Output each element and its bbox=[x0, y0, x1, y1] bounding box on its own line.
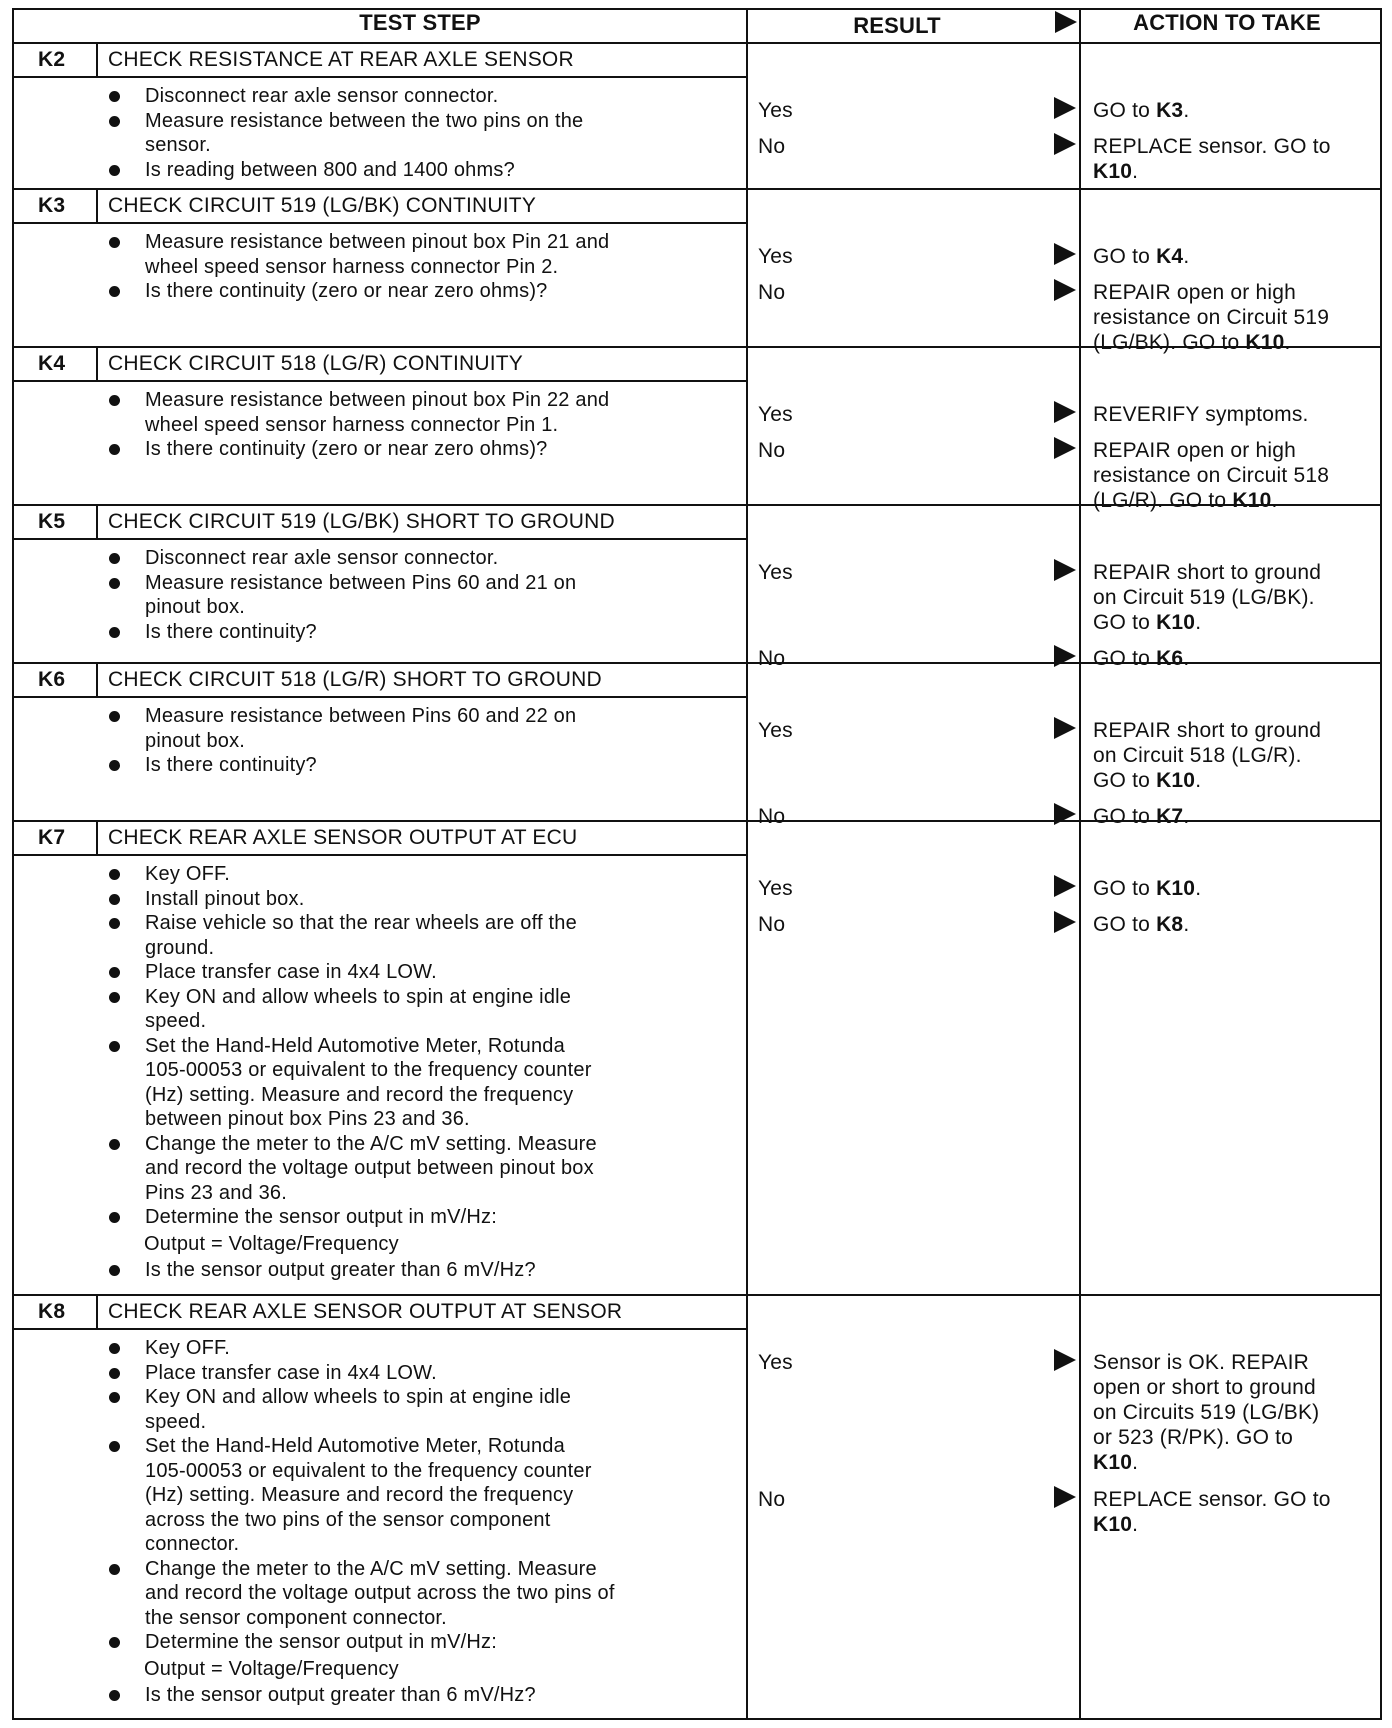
step-title: CHECK RESISTANCE AT REAR AXLE SENSOR bbox=[108, 48, 574, 71]
bullet-line: Key OFF. bbox=[145, 1337, 230, 1359]
action-line bbox=[1093, 1487, 1331, 1512]
bullet-icon bbox=[109, 116, 120, 127]
action-text: on Circuits 519 (LG/BK) bbox=[1093, 1401, 1320, 1424]
bullet-icon bbox=[109, 760, 120, 771]
bullet-icon bbox=[109, 1392, 120, 1403]
row-bottom-border bbox=[12, 188, 1380, 190]
action-line bbox=[1093, 402, 1309, 427]
result-no: No bbox=[758, 647, 786, 670]
step-id-divider bbox=[96, 188, 98, 224]
step-title-underline bbox=[12, 854, 746, 856]
bullet-line: Measure resistance between Pins 60 and 21 on bbox=[145, 571, 577, 594]
bullet-line: Key ON and allow wheels to spin at engine idle bbox=[145, 985, 572, 1008]
result-no: No bbox=[758, 913, 786, 936]
action-line bbox=[1093, 488, 1278, 513]
action-line bbox=[1093, 1425, 1293, 1450]
result-no: No bbox=[758, 135, 786, 158]
bullet-line: (Hz) setting. Measure and record the frequency bbox=[145, 1484, 574, 1506]
action-text: . bbox=[1183, 647, 1190, 670]
bullet-line: Is there continuity? bbox=[145, 620, 317, 643]
bullet-icon bbox=[109, 1564, 120, 1575]
result-yes: Yes bbox=[758, 1351, 793, 1374]
bullet-line: Is there continuity (zero or near zero ohms)? bbox=[145, 438, 548, 460]
bullet-icon bbox=[109, 1637, 120, 1648]
bullet-line: Place transfer case in 4x4 LOW. bbox=[145, 1361, 437, 1384]
bullet-line: Place transfer case in 4x4 LOW. bbox=[145, 961, 437, 983]
header-result: RESULT bbox=[853, 13, 941, 38]
table-top-border bbox=[12, 8, 1380, 10]
bullet-line: connector. bbox=[145, 1533, 240, 1555]
action-text: GO to bbox=[1093, 769, 1157, 792]
action-text: resistance on Circuit 518 bbox=[1093, 464, 1330, 487]
arrow-right-icon bbox=[1054, 243, 1076, 265]
action-line bbox=[1093, 463, 1329, 488]
step-title-underline bbox=[12, 222, 746, 224]
bullet-line: the sensor component connector. bbox=[145, 1606, 447, 1629]
step-reference: K4 bbox=[1156, 245, 1184, 268]
result-no: No bbox=[758, 281, 786, 304]
action-text: . bbox=[1132, 160, 1139, 183]
arrow-right-icon bbox=[1054, 401, 1076, 423]
bullet-line: Determine the sensor output in mV/Hz: bbox=[145, 1206, 497, 1228]
action-text: GO to bbox=[1093, 913, 1157, 936]
action-text: REPAIR open or high bbox=[1093, 281, 1297, 304]
bullet-icon bbox=[109, 1690, 120, 1701]
bullet-icon bbox=[109, 553, 120, 564]
bullet-icon bbox=[109, 165, 120, 176]
action-text: . bbox=[1132, 1513, 1139, 1536]
row-bottom-border bbox=[12, 1294, 1380, 1296]
arrow-right-icon bbox=[1054, 1349, 1076, 1371]
bullet-line: Measure resistance between Pins 60 and 22 on bbox=[145, 705, 577, 727]
action-text: Sensor is OK. REPAIR bbox=[1093, 1351, 1310, 1374]
bullet-line: speed. bbox=[145, 1410, 207, 1433]
arrow-right-icon bbox=[1054, 133, 1076, 155]
bullet-line: Is reading between 800 and 1400 ohms? bbox=[145, 158, 515, 181]
action-text: GO to bbox=[1093, 99, 1157, 122]
action-text: open or short to ground bbox=[1093, 1376, 1316, 1399]
arrow-right-icon bbox=[1054, 717, 1076, 739]
bullet-line: Determine the sensor output in mV/Hz: bbox=[145, 1631, 497, 1653]
bullet-line: (Hz) setting. Measure and record the frequency bbox=[145, 1083, 574, 1106]
action-text: . bbox=[1183, 245, 1190, 268]
step-id-divider bbox=[96, 42, 98, 78]
action-line bbox=[1093, 244, 1189, 269]
action-line bbox=[1093, 560, 1321, 585]
header-arrow-icon bbox=[1055, 11, 1077, 33]
bullet-line: wheel speed sensor harness connector Pin 2. bbox=[145, 255, 559, 278]
bullet-line: and record the voltage output between pinout box bbox=[145, 1157, 594, 1179]
result-no: No bbox=[758, 805, 786, 828]
action-text: or 523 (R/PK). GO to bbox=[1093, 1426, 1294, 1449]
step-id: K6 bbox=[38, 668, 66, 691]
arrow-right-icon bbox=[1054, 911, 1076, 933]
action-line bbox=[1093, 280, 1296, 305]
bullet-line: Disconnect rear axle sensor connector. bbox=[145, 547, 499, 569]
step-id-divider bbox=[96, 1294, 98, 1330]
bullet-line: Set the Hand-Held Automotive Meter, Rotunda bbox=[145, 1034, 565, 1057]
action-line bbox=[1093, 912, 1189, 937]
action-line bbox=[1093, 718, 1321, 743]
arrow-right-icon bbox=[1054, 645, 1076, 667]
step-id: K8 bbox=[38, 1300, 66, 1323]
action-text: . bbox=[1183, 99, 1190, 122]
step-id: K3 bbox=[38, 194, 66, 217]
action-line bbox=[1093, 159, 1138, 184]
step-reference: K10 bbox=[1232, 489, 1272, 512]
bullet-line: across the two pins of the sensor component bbox=[145, 1508, 551, 1531]
bullet-icon bbox=[109, 627, 120, 638]
action-text: REPAIR short to ground bbox=[1093, 719, 1322, 742]
result-yes: Yes bbox=[758, 403, 793, 426]
arrow-right-icon bbox=[1054, 803, 1076, 825]
step-reference: K10 bbox=[1093, 1451, 1133, 1474]
bullet-line: pinout box. bbox=[145, 729, 246, 752]
bullet-icon bbox=[109, 578, 120, 589]
bullet-line: Change the meter to the A/C mV setting. Measure bbox=[145, 1557, 597, 1580]
action-text: . bbox=[1183, 805, 1190, 828]
action-line bbox=[1093, 98, 1189, 123]
step-id-divider bbox=[96, 662, 98, 698]
action-text: GO to bbox=[1093, 647, 1157, 670]
formula-text: Output = Voltage/Frequency bbox=[144, 1232, 399, 1255]
bullet-icon bbox=[109, 1139, 120, 1150]
bullet-line: Is the sensor output greater than 6 mV/Hz? bbox=[145, 1259, 536, 1281]
action-text: (LG/BK). GO to bbox=[1093, 331, 1246, 354]
bullet-line: Is there continuity? bbox=[145, 754, 317, 776]
arrow-right-icon bbox=[1054, 875, 1076, 897]
step-title-underline bbox=[12, 538, 746, 540]
action-line bbox=[1093, 1512, 1138, 1537]
table-right-border bbox=[1380, 8, 1382, 1720]
step-title-underline bbox=[12, 76, 746, 78]
step-id-divider bbox=[96, 346, 98, 382]
bullet-line: Install pinout box. bbox=[145, 887, 305, 910]
action-line bbox=[1093, 1350, 1309, 1375]
step-reference: K3 bbox=[1156, 99, 1184, 122]
bullet-icon bbox=[109, 1212, 120, 1223]
bullet-line: pinout box. bbox=[145, 596, 246, 618]
action-line bbox=[1093, 1450, 1138, 1475]
step-title: CHECK CIRCUIT 519 (LG/BK) CONTINUITY bbox=[108, 194, 537, 217]
bullet-icon bbox=[109, 1441, 120, 1452]
bullet-icon bbox=[109, 395, 120, 406]
action-text: REPLACE sensor. GO to bbox=[1093, 135, 1331, 158]
action-text: REPLACE sensor. GO to bbox=[1093, 1488, 1331, 1511]
bullet-icon bbox=[109, 444, 120, 455]
step-reference: K10 bbox=[1093, 160, 1133, 183]
bullet-line: Raise vehicle so that the rear wheels are off the bbox=[145, 912, 577, 934]
bullet-line: Change the meter to the A/C mV setting. Measure bbox=[145, 1132, 597, 1155]
step-id: K2 bbox=[38, 48, 66, 71]
bullet-line: speed. bbox=[145, 1010, 207, 1032]
result-yes: Yes bbox=[758, 877, 793, 900]
bullet-icon bbox=[109, 711, 120, 722]
step-reference: K10 bbox=[1093, 1513, 1133, 1536]
header-action: ACTION TO TAKE bbox=[1133, 10, 1321, 35]
step-reference: K7 bbox=[1156, 805, 1184, 828]
step-reference: K10 bbox=[1156, 769, 1196, 792]
header-test-step: TEST STEP bbox=[359, 10, 481, 35]
action-text: GO to bbox=[1093, 805, 1157, 828]
bullet-icon bbox=[109, 1343, 120, 1354]
bullet-line: 105-00053 or equivalent to the frequency counter bbox=[145, 1059, 592, 1081]
action-text: . bbox=[1195, 611, 1202, 634]
action-line bbox=[1093, 646, 1189, 671]
bullet-icon bbox=[109, 237, 120, 248]
bullet-line: Key OFF. bbox=[145, 863, 230, 885]
step-id: K5 bbox=[38, 510, 66, 533]
step-title-underline bbox=[12, 380, 746, 382]
action-text: . bbox=[1195, 877, 1202, 900]
step-title: CHECK CIRCUIT 519 (LG/BK) SHORT TO GROUND bbox=[108, 510, 615, 533]
action-line bbox=[1093, 330, 1291, 355]
bullet-line: sensor. bbox=[145, 134, 211, 156]
action-text: on Circuit 519 (LG/BK). bbox=[1093, 586, 1315, 609]
step-reference: K8 bbox=[1156, 913, 1184, 936]
step-reference: K10 bbox=[1156, 611, 1196, 634]
action-line bbox=[1093, 585, 1315, 610]
action-line bbox=[1093, 876, 1201, 901]
bullet-icon bbox=[109, 1368, 120, 1379]
bullet-icon bbox=[109, 286, 120, 297]
action-text: GO to bbox=[1093, 611, 1157, 634]
action-column-border bbox=[1079, 8, 1081, 1720]
bullet-line: Key ON and allow wheels to spin at engine idle bbox=[145, 1386, 572, 1408]
bullet-line: Measure resistance between the two pins on the bbox=[145, 109, 584, 132]
bullet-icon bbox=[109, 1041, 120, 1052]
action-line bbox=[1093, 1400, 1319, 1425]
step-id: K4 bbox=[38, 352, 66, 375]
step-title: CHECK REAR AXLE SENSOR OUTPUT AT SENSOR bbox=[108, 1300, 623, 1323]
action-text: . bbox=[1183, 913, 1190, 936]
bullet-icon bbox=[109, 967, 120, 978]
action-text: . bbox=[1195, 769, 1202, 792]
arrow-right-icon bbox=[1054, 279, 1076, 301]
header-bottom-border bbox=[12, 42, 1380, 44]
action-text: (LG/R). GO to bbox=[1093, 489, 1233, 512]
step-title: CHECK CIRCUIT 518 (LG/R) CONTINUITY bbox=[108, 352, 523, 375]
arrow-right-icon bbox=[1054, 437, 1076, 459]
bullet-line: ground. bbox=[145, 936, 215, 959]
action-text: on Circuit 518 (LG/R). bbox=[1093, 744, 1302, 767]
bullet-icon bbox=[109, 894, 120, 905]
table-left-border bbox=[12, 8, 14, 1720]
action-line bbox=[1093, 438, 1296, 463]
action-text: REPAIR short to ground bbox=[1093, 561, 1322, 584]
result-yes: Yes bbox=[758, 99, 793, 122]
step-id-divider bbox=[96, 820, 98, 856]
bullet-icon bbox=[109, 918, 120, 929]
result-no: No bbox=[758, 1488, 786, 1511]
bullet-icon bbox=[109, 1265, 120, 1276]
action-text: . bbox=[1271, 489, 1278, 512]
result-yes: Yes bbox=[758, 719, 793, 742]
bullet-line: Is there continuity (zero or near zero ohms)? bbox=[145, 280, 548, 302]
bullet-line: Measure resistance between pinout box Pin 22 and bbox=[145, 389, 610, 411]
bullet-icon bbox=[109, 91, 120, 102]
action-line bbox=[1093, 1375, 1316, 1400]
action-text: GO to bbox=[1093, 245, 1157, 268]
bullet-line: Is the sensor output greater than 6 mV/Hz? bbox=[145, 1684, 536, 1706]
bullet-line: Set the Hand-Held Automotive Meter, Rotunda bbox=[145, 1435, 565, 1457]
step-title: CHECK CIRCUIT 518 (LG/R) SHORT TO GROUND bbox=[108, 668, 602, 691]
action-text: . bbox=[1132, 1451, 1139, 1474]
step-title: CHECK REAR AXLE SENSOR OUTPUT AT ECU bbox=[108, 826, 578, 849]
bullet-line: between pinout box Pins 23 and 36. bbox=[145, 1108, 470, 1130]
step-title-underline bbox=[12, 696, 746, 698]
bullet-line: and record the voltage output across the two pins of bbox=[145, 1582, 615, 1604]
action-line bbox=[1093, 134, 1331, 159]
bullet-line: wheel speed sensor harness connector Pin 1. bbox=[145, 413, 559, 436]
step-title-underline bbox=[12, 1328, 746, 1330]
bullet-icon bbox=[109, 992, 120, 1003]
step-id-divider bbox=[96, 504, 98, 540]
arrow-right-icon bbox=[1054, 97, 1076, 119]
action-line bbox=[1093, 768, 1201, 793]
action-text: REVERIFY symptoms. bbox=[1093, 403, 1309, 426]
result-yes: Yes bbox=[758, 245, 793, 268]
action-text: REPAIR open or high bbox=[1093, 439, 1297, 462]
bullet-line: 105-00053 or equivalent to the frequency counter bbox=[145, 1459, 592, 1482]
bullet-line: Disconnect rear axle sensor connector. bbox=[145, 85, 499, 107]
arrow-right-icon bbox=[1054, 1486, 1076, 1508]
action-text: GO to bbox=[1093, 877, 1157, 900]
bullet-icon bbox=[109, 869, 120, 880]
action-text: resistance on Circuit 519 bbox=[1093, 306, 1330, 329]
result-column-border bbox=[746, 8, 748, 1720]
arrow-right-icon bbox=[1054, 559, 1076, 581]
bullet-line: Measure resistance between pinout box Pin 21 and bbox=[145, 231, 610, 253]
step-reference: K10 bbox=[1245, 331, 1285, 354]
action-line bbox=[1093, 743, 1302, 768]
row-bottom-border bbox=[12, 1718, 1380, 1720]
bullet-line: Pins 23 and 36. bbox=[145, 1181, 287, 1204]
action-line bbox=[1093, 305, 1329, 330]
action-text: . bbox=[1284, 331, 1291, 354]
step-reference: K6 bbox=[1156, 647, 1184, 670]
result-yes: Yes bbox=[758, 561, 793, 584]
action-line bbox=[1093, 610, 1201, 635]
formula-text: Output = Voltage/Frequency bbox=[144, 1657, 399, 1680]
result-no: No bbox=[758, 439, 786, 462]
action-line bbox=[1093, 804, 1189, 829]
step-id: K7 bbox=[38, 826, 66, 849]
step-reference: K10 bbox=[1156, 877, 1196, 900]
